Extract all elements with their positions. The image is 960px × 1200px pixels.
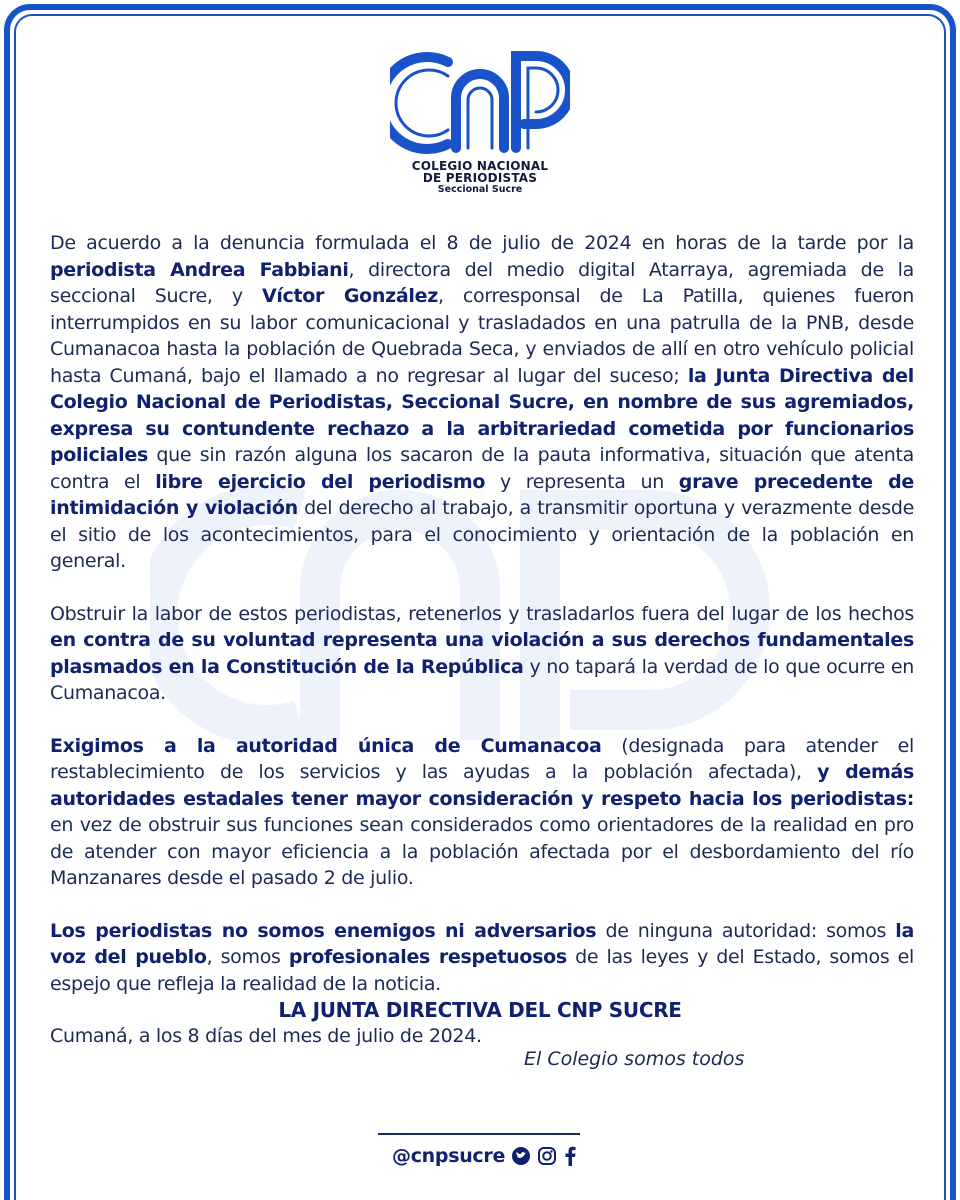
text: (designada para atender el restablecimiento de los servicios y las ayudas a la población afectada), xyxy=(50,734,914,783)
text: del derecho al trabajo, a transmitir oportuna y verazmente desde el sitio de los acontecimientos, para el conocimiento y orientación de la población en general. xyxy=(50,497,914,572)
paragraph-5 xyxy=(50,1023,914,1050)
social-bar xyxy=(392,1143,577,1169)
instagram-icon[interactable] xyxy=(537,1146,557,1166)
text: Cumaná, a los 8 días del mes de julio de 2024. xyxy=(50,1025,482,1047)
text: de las leyes y del Estado, somos el espejo que refleja la realidad de la noticia. xyxy=(50,946,915,995)
bold-text: la Junta Directiva del Colegio Nacional de Periodistas, Seccional Sucre, en nombre de sus agremiados, expresa su contundente rechazo a la arbitrariedad cometida por funcionarios policiales xyxy=(50,364,914,466)
facebook-icon[interactable] xyxy=(563,1145,577,1167)
statement-body xyxy=(50,230,914,1076)
text: Obstruir la labor de estos periodistas, retenerlos y trasladarlos fuera del lugar de los hechos xyxy=(50,602,914,625)
cnp-logo xyxy=(380,40,580,200)
paragraph-2 xyxy=(50,601,914,707)
paragraph-1 xyxy=(50,230,914,575)
text: , corresponsal de La Patilla, quienes fueron interrumpidos en su labor comunicacional y trasladados en una patrulla de la PNB, desde Cumanacoa hasta la población de Quebrada Seca, y enviados de allí en otro vehículo policial hasta Cumaná, bajo el llamado a no regresar al lugar del suceso; xyxy=(50,285,914,387)
bold-text: y demás autoridades estadales tener mayor consideración y respeto hacia los periodistas: xyxy=(50,761,914,810)
twitter-icon[interactable] xyxy=(511,1146,531,1166)
bold-text: Víctor González xyxy=(261,285,438,307)
logo-line-3: Seccional Sucre xyxy=(437,184,523,195)
bold-text: libre ejercicio del periodismo xyxy=(155,470,486,493)
bold-text: la voz del pueblo xyxy=(50,919,914,968)
signature-title: LA JUNTA DIRECTIVA DEL CNP SUCRE xyxy=(278,998,682,1022)
paragraph-3 xyxy=(50,733,914,892)
text: que sin razón alguna los sacaron de la pauta informativa, situación que atenta contra el xyxy=(50,444,914,493)
paragraph-4 xyxy=(50,918,914,998)
social-handle[interactable]: @cnpsucre xyxy=(392,1145,506,1167)
text: de ninguna autoridad: somos xyxy=(596,919,896,942)
logo-line-2: DE PERIODISTAS xyxy=(422,171,538,185)
bold-text: Exigimos a la autoridad única de Cumanacoa xyxy=(50,734,602,757)
social-divider xyxy=(378,1133,580,1135)
text: y no tapará la verdad de lo que ocurre en Cumanacoa. xyxy=(50,655,915,704)
text: en vez de obstruir sus funciones sean considerados como orientadores de la realidad en pro de atender con mayor eficiencia a la población afectada por el desbordamiento del río Manzanares desde el pasado 2 de julio. xyxy=(50,814,914,889)
bold-text: profesionales respetuosos xyxy=(288,946,567,968)
text: y representa un xyxy=(485,470,679,493)
bold-text: periodista Andrea Fabbiani xyxy=(50,258,349,281)
text: De acuerdo a la denuncia formulada el 8 de julio de 2024 en horas de la tarde por la xyxy=(50,232,914,254)
text: , directora del medio digital Atarraya, agremiada de la seccional Sucre, y xyxy=(50,258,914,307)
text: , somos xyxy=(206,946,289,968)
motto: El Colegio somos todos xyxy=(524,1048,745,1070)
bold-text: grave precedente de intimidación y violación xyxy=(50,470,914,519)
bold-text: Los periodistas no somos enemigos ni adversarios xyxy=(50,919,597,942)
cnp-logo-mark xyxy=(390,40,570,160)
bold-text: en contra de su voluntad representa una violación a sus derechos fundamentales plasmados en la Constitución de la República xyxy=(50,629,914,678)
logo-line-1: COLEGIO NACIONAL xyxy=(411,159,549,173)
